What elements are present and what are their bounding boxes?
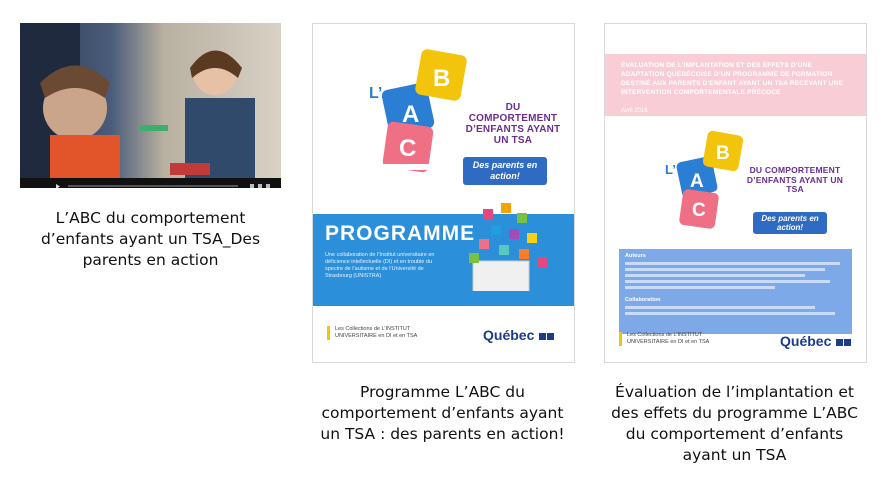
report-date: Avril 2016 (621, 108, 648, 114)
quebec-logo: Québec (483, 327, 554, 343)
svg-text:C: C (399, 135, 417, 162)
quebec-logo: Québec (780, 333, 851, 349)
svg-text:B: B (716, 143, 730, 164)
authors-box (619, 249, 852, 334)
programme-cover[interactable] (312, 23, 575, 363)
video-frame (20, 23, 281, 178)
collection-mark (619, 332, 622, 346)
svg-text:C: C (692, 200, 706, 221)
fleur-de-lis-icon (547, 333, 554, 340)
programme-caption[interactable]: Programme L’ABC du comportement d’enfants ayant un TSA : des parents en action! (320, 383, 565, 443)
report-header: ÉVALUATION DE L’IMPLANTATION ET DES EFFETS D’UNE ADAPTATION QUÉBÉCOISE D’UN PROGRAMME DE FORMATION DESTINÉ AUX PARENTS D’ENFANT AYANT UN TSA RECEVANT UNE INTERVENTION COMPORTEMENTALE PRÉCOCE (621, 62, 844, 96)
collection-mark (327, 326, 330, 340)
cover-title: DU COMPORTEMENT D’ENFANTS AYANT UN TSA (465, 102, 561, 146)
video-scene-illustration (20, 23, 281, 178)
fleur-de-lis-icon (844, 339, 851, 346)
svg-text:L’: L’ (369, 85, 383, 102)
collection-label: Les Collections de L’INSTITUT UNIVERSITAIRE en DI et en TSA (335, 326, 418, 339)
band-title: PROGRAMME (325, 222, 476, 245)
video-controls-bar[interactable] (20, 178, 281, 188)
evaluation-caption[interactable]: Évaluation de l’implantation et des effets du programme L’ABC du comportement d’enfants ayant un TSA (611, 383, 858, 464)
programme-band (313, 214, 574, 306)
cover-slogan: Des parents en action! (753, 212, 827, 234)
video-caption[interactable]: L’ABC du comportement d’enfants ayant un TSA_Des parents en action (40, 209, 261, 269)
cover-title: DU COMPORTEMENT D’ENFANTS AYANT UN TSA (746, 165, 844, 194)
svg-text:A: A (690, 171, 704, 192)
evaluation-cover[interactable] (604, 23, 867, 363)
puzzle-box-illustration (461, 199, 571, 291)
collab-label: Collaboration (625, 297, 661, 303)
fleur-de-lis-icon (836, 339, 843, 346)
cover-slogan: Des parents en action! (463, 157, 547, 185)
fleur-de-lis-icon (539, 333, 546, 340)
band-text: Une collaboration de l’Institut universitaire en déficience intellectuelle (DI) et en trouble du spectre de l’autisme et de l’Université de Strasbourg (UNISTRA) (325, 252, 435, 279)
svg-text:B: B (433, 65, 451, 92)
svg-text:L’: L’ (665, 162, 676, 177)
svg-text:A: A (402, 101, 420, 128)
video-thumbnail[interactable] (20, 23, 281, 188)
authors-label: Auteurs (625, 253, 646, 259)
collection-label: Les Collections de L’INSTITUT UNIVERSITAIRE en DI et en TSA (627, 332, 710, 345)
